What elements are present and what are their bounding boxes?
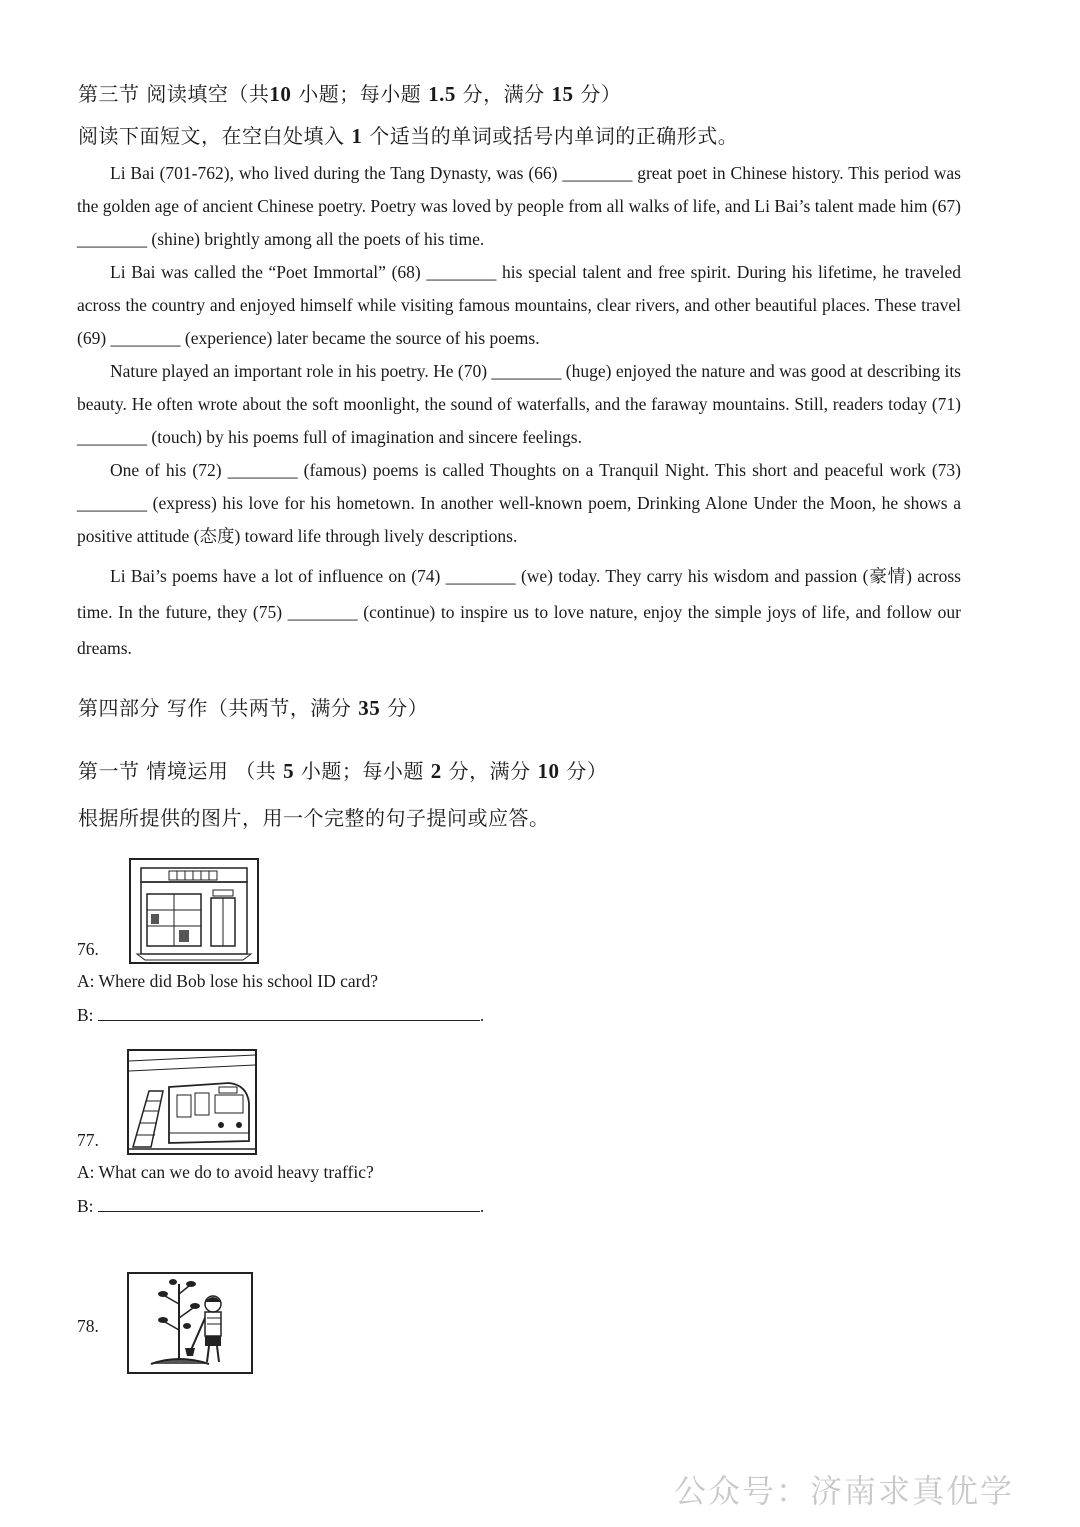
question-76-prompt: A: Where did Bob lose his school ID card? bbox=[77, 971, 378, 991]
part4-title: 第四部分 写作（共两节，满分 35 分） bbox=[78, 696, 429, 720]
passage-paragraph-4: One of his (72) ________ (famous) poems is called Thoughts on a Tranquil Night. This short and peaceful work (73) ________ (express) his love for his hometown. In another well-known poem, Drinking Alone Under the Moon, he shows a positive attitude (态度) toward life through lively descriptions. bbox=[77, 460, 961, 546]
shop-building-picture bbox=[129, 858, 259, 964]
planting-tree-picture bbox=[127, 1272, 253, 1374]
answer-blank-76[interactable] bbox=[98, 1004, 480, 1021]
question-78-number: 78. bbox=[77, 1316, 99, 1336]
passage-paragraph-2: Li Bai was called the “Poet Immortal” (68) ________ his special talent and free spirit. During his lifetime, he traveled across the country and enjoyed himself while visiting famous mountains, clear rivers, and other beautiful places. These travel (69) ________ (experience) later became the source of his poems. bbox=[77, 262, 961, 348]
subway-train-picture bbox=[127, 1049, 257, 1155]
passage-paragraph-3: Nature played an important role in his poetry. He (70) ________ (huge) enjoyed the nature and was good at describing its beauty. He often wrote about the soft moonlight, the sound of waterfalls, and the faraway mountains. Still, readers today (71) ________ (touch) by his poems full of imagination and sincere feelings. bbox=[77, 361, 961, 447]
question-77-number: 77. bbox=[77, 1130, 99, 1150]
question-76-answer[interactable]: B: . bbox=[77, 1005, 485, 1025]
section1-title: 第一节 情境运用 （共 5 小题；每小题 2 分，满分 10 分） bbox=[78, 759, 608, 783]
section3-title: 第三节 阅读填空（共10 小题；每小题 1.5 分，满分 15 分） bbox=[78, 82, 622, 106]
question-77-prompt: A: What can we do to avoid heavy traffic? bbox=[77, 1162, 374, 1182]
section3-instruction: 阅读下面短文，在空白处填入 1 个适当的单词或括号内单词的正确形式。 bbox=[78, 124, 739, 148]
passage-paragraph-1: Li Bai (701-762), who lived during the Tang Dynasty, was (66) ________ great poet in Chinese history. This period was the golden age of ancient Chinese poetry. Poetry was loved by people from all walks of life, and Li Bai’s talent made him (67) ________ (shine) brightly among all the poets of his time. bbox=[77, 163, 961, 249]
answer-blank-77[interactable] bbox=[98, 1195, 480, 1212]
passage-paragraph-5: Li Bai’s poems have a lot of influence on (74) ________ (we) today. They carry his wisdom and passion (豪情) across time. In the future, they (75) ________ (continue) to inspire us to love nature, enjoy the simple joys of life, and follow our dreams. bbox=[77, 566, 961, 658]
watermark: 公众号：济南求真优学 bbox=[673, 1472, 1014, 1510]
question-76-number: 76. bbox=[77, 939, 99, 959]
section1-instruction: 根据所提供的图片，用一个完整的句子提问或应答。 bbox=[78, 806, 550, 830]
question-77-answer[interactable]: B: . bbox=[77, 1196, 485, 1216]
